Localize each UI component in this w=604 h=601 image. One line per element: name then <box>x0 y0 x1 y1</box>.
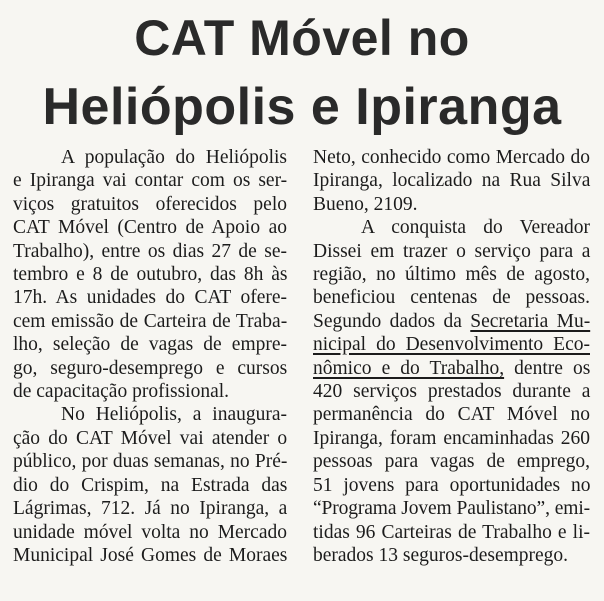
paragraph-line: Neto, conhecido como Mercado do <box>313 147 590 168</box>
paragraph-line: e Ipiranga vai contar com os ser- <box>13 170 288 192</box>
paragraph-line: A população do Heliópolis <box>61 147 287 168</box>
paragraph-line: lho, seleção de vagas de empre- <box>13 334 287 356</box>
paragraph-line: “Programa Jovem Paulistano”, emi- <box>313 498 590 520</box>
paragraph-line: ção do CAT Móvel vai atender o <box>13 427 288 449</box>
secretaria-underlined-text: Secretaria Mu- <box>470 310 591 332</box>
headline-line-1: CAT Móvel no <box>134 10 470 66</box>
paragraph-line: dio do Crispim, na Estrada das <box>13 474 288 496</box>
paragraph-line: A conquista do Vereador <box>361 217 590 239</box>
article-column-right <box>313 146 590 567</box>
paragraph-line: tidas 96 Carteiras de Trabalho e li- <box>313 521 590 543</box>
paragraph-line: viços gratuitos oferecidos pelo <box>13 193 287 215</box>
secretaria-underlined-text: nômico e do Trabalho, <box>313 357 505 379</box>
paragraph-line: permanência do CAT Móvel no <box>313 404 590 426</box>
paragraph-line: Lágrimas, 712. Já no Ipiranga, a <box>13 498 288 520</box>
paragraph-line: CAT Móvel (Centro de Apoio ao <box>13 217 287 239</box>
paragraph-line <box>313 357 590 380</box>
paragraph-line: Ipiranga, foram encaminhadas 260 <box>313 427 590 449</box>
paragraph-line: pessoas para vagas de emprego, <box>313 451 590 473</box>
secretaria-underlined-text: nicipal do Desenvolvimento Eco- <box>313 334 590 356</box>
paragraph-line: go, seguro-desemprego e cursos <box>13 357 288 379</box>
paragraph-line: Dissei em trazer o serviço para a <box>313 240 591 262</box>
paragraph-line: cem emissão de Carteira de Traba- <box>13 310 288 332</box>
paragraph-line: No Heliópolis, a inaugura- <box>61 404 287 426</box>
text-run: Segundo dados da <box>313 310 471 332</box>
paragraph-line: unidade móvel volta no Mercado <box>13 521 287 543</box>
article-headline <box>0 4 604 142</box>
paragraph-line: de capacitação profissional. <box>13 381 230 403</box>
paragraph-line: Ipiranga, localizado na Rua Silva <box>313 170 591 192</box>
paragraph-line <box>313 310 590 333</box>
paragraph-line: Municipal José Gomes de Moraes <box>13 544 288 566</box>
paragraph-line: 17h. As unidades do CAT ofere- <box>13 287 287 309</box>
paragraph-line: região, no último mês de agosto, <box>313 264 590 286</box>
paragraph-line: Trabalho), entre os dias 27 de se- <box>13 240 287 262</box>
headline-line-2: Heliópolis e Ipiranga <box>42 78 562 136</box>
article-column-left <box>13 146 287 567</box>
paragraph-line: público, por duas semanas, no Pré- <box>13 451 288 473</box>
paragraph-line: Bueno, 2109. <box>313 193 418 215</box>
paragraph-line: 51 jovens para oportunidades no <box>313 474 591 496</box>
paragraph-line: tembro e 8 de outubro, das 8h às <box>13 264 288 286</box>
paragraph-line: beneficiou centenas de pessoas. <box>313 287 590 309</box>
paragraph-line: 420 serviços prestados durante a <box>313 381 591 403</box>
text-run: dentre os <box>504 357 591 379</box>
paragraph-line: berados 13 seguros-desemprego. <box>313 544 569 566</box>
